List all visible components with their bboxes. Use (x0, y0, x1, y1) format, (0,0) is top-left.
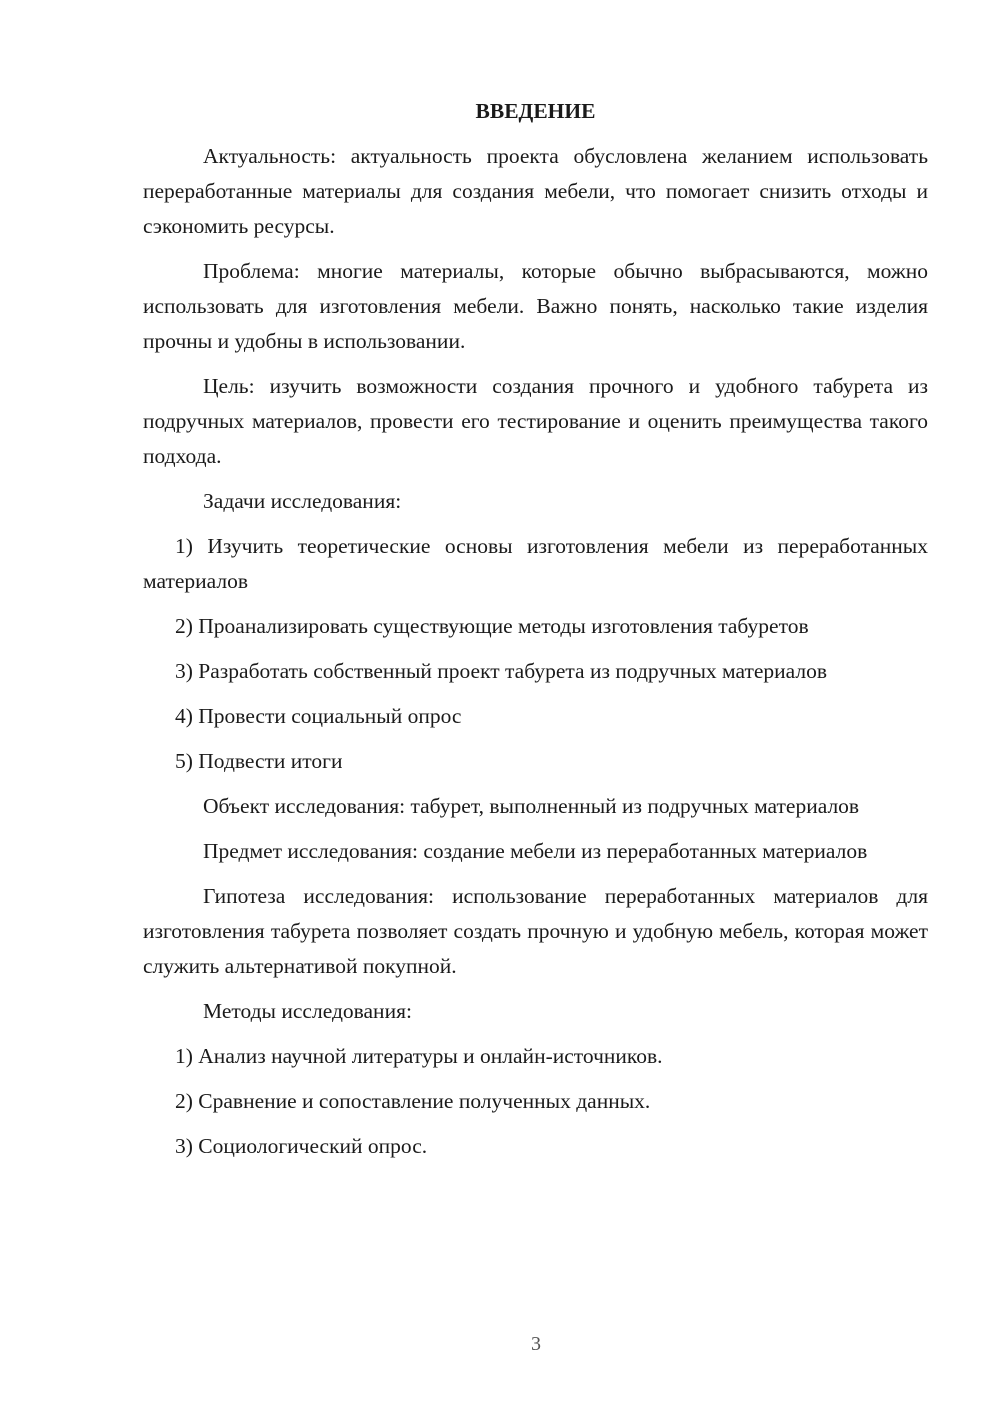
list-item: 4) Провести социальный опрос (175, 704, 462, 728)
page-number: 3 (531, 1333, 541, 1355)
goal-paragraph: Цель: изучить возможности создания прочного и удобного табурета из подручных материалов, провести его тестирование и оценить преимущества такого подхода. (143, 374, 928, 468)
document-body (143, 94, 928, 1174)
list-item: 1) Изучить теоретические основы изготовления мебели из переработанных материалов (143, 534, 928, 593)
list-item: 1) Анализ научной литературы и онлайн-источников. (175, 1044, 663, 1068)
subject-paragraph: Предмет исследования: создание мебели из переработанных материалов (203, 839, 868, 863)
list-item: 3) Социологический опрос. (175, 1134, 428, 1158)
page-title: ВВЕДЕНИЕ (475, 99, 596, 123)
list-item: 5) Подвести итоги (175, 749, 343, 773)
problem-paragraph: Проблема: многие материалы, которые обычно выбрасываются, можно использовать для изготовления мебели. Важно понять, насколько такие изделия прочны и удобны в использовании. (143, 259, 928, 353)
object-paragraph: Объект исследования: табурет, выполненный из подручных материалов (203, 794, 860, 818)
relevance-paragraph: Актуальность: актуальность проекта обусловлена желанием использовать переработанные материалы для создания мебели, что помогает снизить отходы и сэкономить ресурсы. (143, 144, 928, 238)
methods-heading: Методы исследования: (203, 999, 412, 1023)
methods-list (143, 1039, 928, 1164)
list-item: 2) Проанализировать существующие методы изготовления табуретов (175, 614, 809, 638)
hypothesis-paragraph: Гипотеза исследования: использование переработанных материалов для изготовления табурета позволяет создать прочную и удобную мебель, которая может служить альтернативой покупной. (143, 884, 928, 978)
list-item: 3) Разработать собственный проект табурета из подручных материалов (175, 659, 828, 683)
tasks-list (143, 529, 928, 779)
tasks-heading: Задачи исследования: (203, 489, 402, 513)
list-item: 2) Сравнение и сопоставление полученных данных. (175, 1089, 651, 1113)
